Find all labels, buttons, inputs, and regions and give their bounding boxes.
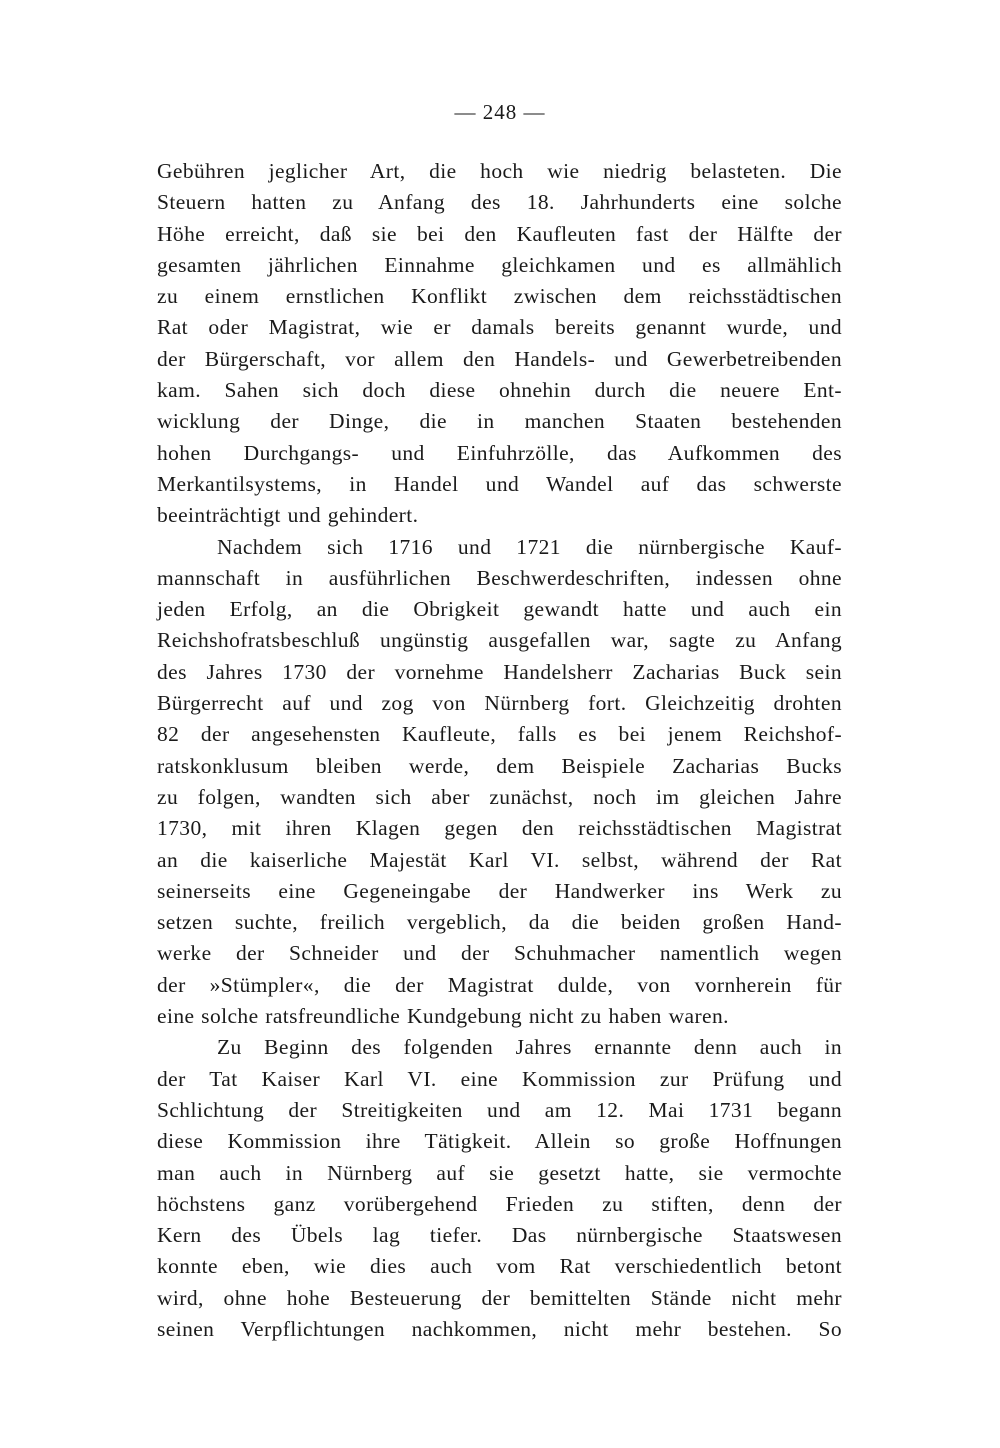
text-line: höchstens ganz vorübergehend Frieden zu stiften, denn der bbox=[157, 1191, 842, 1216]
text-line: der Bürgerschaft, vor allem den Handels- und Gewerbetreibenden bbox=[157, 346, 842, 371]
text-line: kam. Sahen sich doch diese ohnehin durch die neuere Ent- bbox=[157, 378, 842, 403]
text-line: seinen Verpflichtungen nachkommen, nicht mehr bestehen. So bbox=[157, 1316, 842, 1341]
text-line: 82 der angesehensten Kaufleute, falls es bei jenem Reichshof- bbox=[157, 722, 842, 747]
text-line: jeden Erfolg, an die Obrigkeit gewandt hatte und auch ein bbox=[157, 597, 842, 622]
text-line: eine solche ratsfreundliche Kundgebung nicht zu haben waren. bbox=[157, 1004, 729, 1029]
text-line: man auch in Nürnberg auf sie gesetzt hatte, sie vermochte bbox=[157, 1160, 842, 1185]
text-line: Schlichtung der Streitigkeiten und am 12. Mai 1731 begann bbox=[157, 1097, 842, 1122]
text-line: Nachdem sich 1716 und 1721 die nürnbergische Kauf- bbox=[217, 534, 842, 559]
text-line: seinerseits eine Gegeneingabe der Handwerker ins Werk zu bbox=[157, 878, 842, 903]
text-line: der »Stümpler«, die der Magistrat dulde, von vornherein für bbox=[157, 972, 842, 997]
body-text bbox=[157, 156, 842, 1345]
text-line: konnte eben, wie dies auch vom Rat verschiedentlich betont bbox=[157, 1254, 842, 1279]
text-line: Gebühren jeglicher Art, die hoch wie niedrig belasteten. Die bbox=[157, 159, 842, 183]
text-line: wird, ohne hohe Besteuerung der bemittelten Stände nicht mehr bbox=[157, 1285, 842, 1310]
text-line: Höhe erreicht, daß sie bei den Kaufleuten fast der Hälfte der bbox=[157, 221, 842, 246]
text-line: Steuern hatten zu Anfang des 18. Jahrhunderts eine solche bbox=[157, 190, 842, 215]
text-line: Reichshofratsbeschluß ungünstig ausgefallen war, sagte zu Anfang bbox=[157, 628, 842, 653]
text-line: setzen suchte, freilich vergeblich, da die beiden großen Hand- bbox=[157, 910, 842, 935]
text-line: mannschaft in ausführlichen Beschwerdeschriften, indessen ohne bbox=[157, 565, 842, 590]
text-line: ratskonklusum bleiben werde, dem Beispiele Zacharias Bucks bbox=[157, 753, 842, 778]
text-line: an die kaiserliche Majestät Karl VI. selbst, während der Rat bbox=[157, 847, 842, 872]
text-line: Rat oder Magistrat, wie er damals bereits genannt wurde, und bbox=[157, 315, 842, 340]
text-line: Merkantilsystems, in Handel und Wandel auf das schwerste bbox=[157, 471, 842, 496]
text-line: werke der Schneider und der Schuhmacher namentlich wegen bbox=[157, 941, 842, 966]
text-line: des Jahres 1730 der vornehme Handelsherr Zacharias Buck sein bbox=[157, 659, 842, 684]
text-line: zu folgen, wandten sich aber zunächst, noch im gleichen Jahre bbox=[157, 784, 842, 809]
page-number: — 248 — bbox=[454, 100, 546, 124]
text-line: gesamten jährlichen Einnahme gleichkamen und es allmählich bbox=[157, 252, 842, 277]
text-line: Zu Beginn des folgenden Jahres ernannte denn auch in bbox=[217, 1035, 842, 1060]
text-line: wicklung der Dinge, die in manchen Staaten bestehenden bbox=[157, 409, 842, 434]
text-line: Kern des Übels lag tiefer. Das nürnbergische Staatswesen bbox=[157, 1223, 842, 1248]
text-line: 1730, mit ihren Klagen gegen den reichsstädtischen Magistrat bbox=[157, 816, 842, 841]
text-line: hohen Durchgangs- und Einfuhrzölle, das Aufkommen des bbox=[157, 440, 842, 465]
text-line: der Tat Kaiser Karl VI. eine Kommission zur Prüfung und bbox=[157, 1066, 842, 1091]
text-line: zu einem ernstlichen Konflikt zwischen dem reichsstädtischen bbox=[157, 284, 842, 309]
text-line: beeinträchtigt und gehindert. bbox=[157, 503, 419, 528]
text-line: diese Kommission ihre Tätigkeit. Allein so große Hoffnungen bbox=[157, 1129, 842, 1154]
text-line: Bürgerrecht auf und zog von Nürnberg fort. Gleichzeitig drohten bbox=[157, 691, 842, 716]
